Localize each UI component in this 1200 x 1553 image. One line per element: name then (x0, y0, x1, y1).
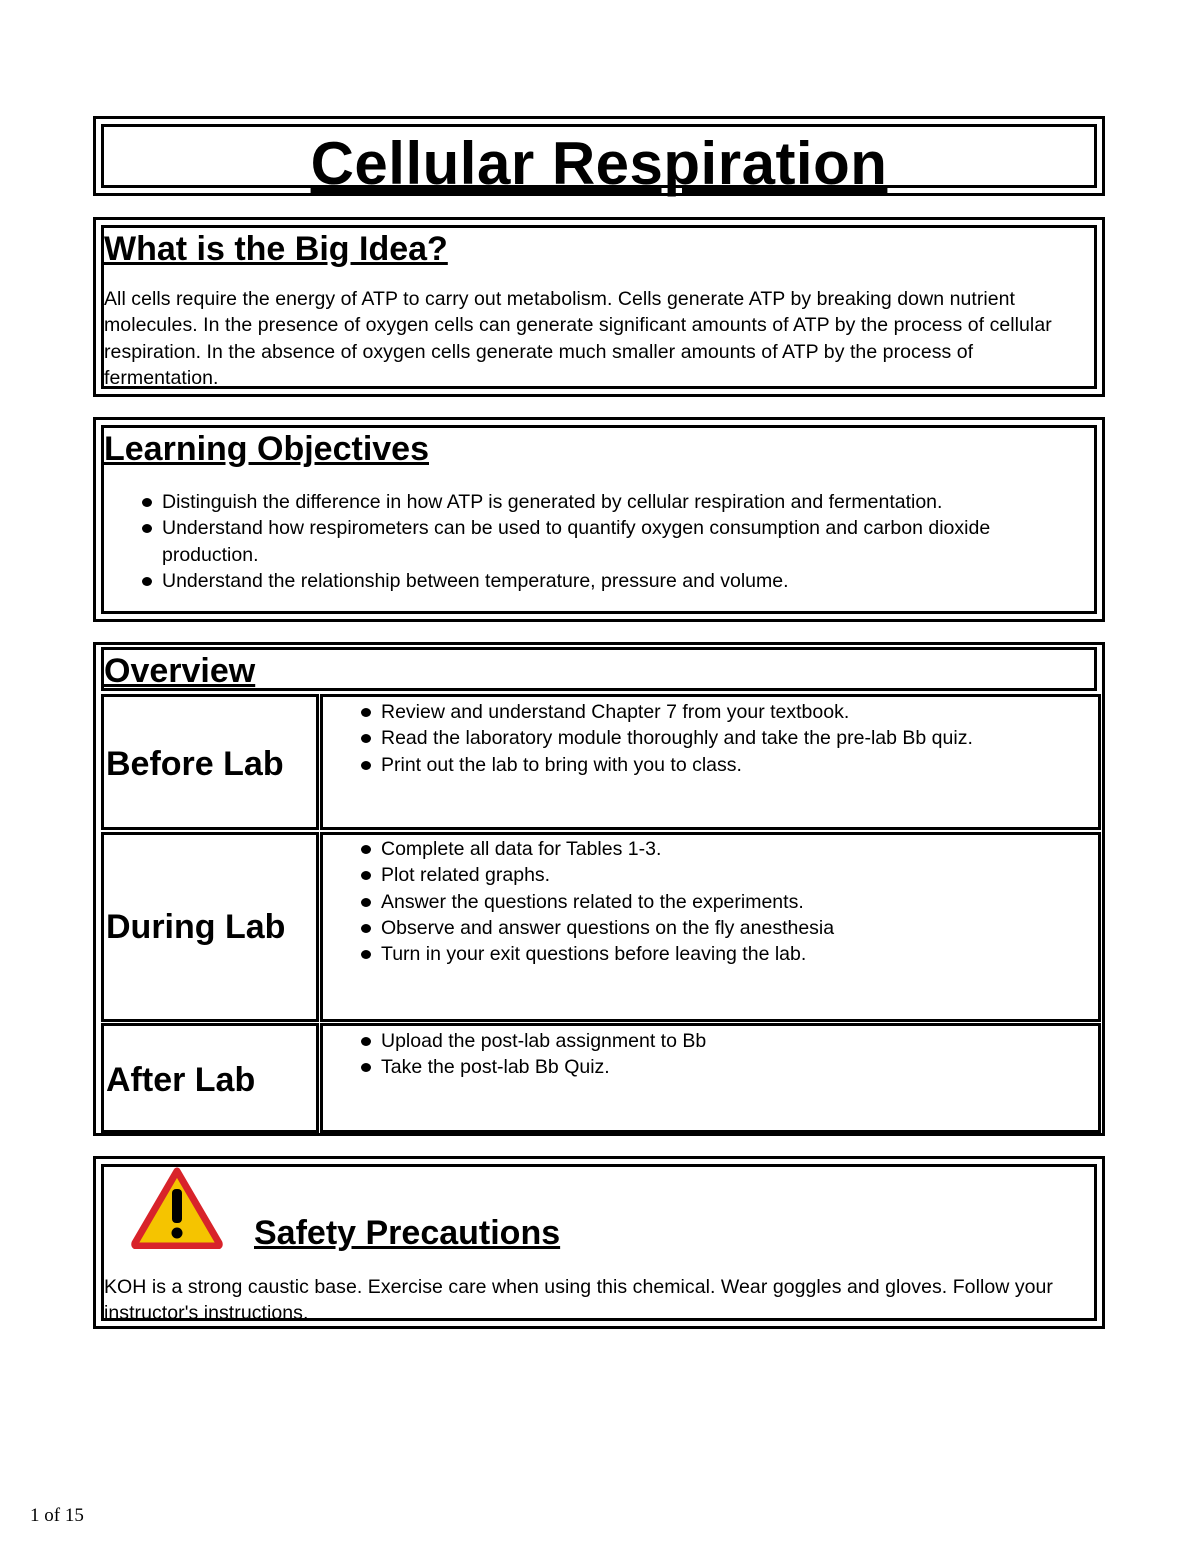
during-lab-label: During Lab (106, 908, 286, 946)
safety-section (93, 1156, 1105, 1329)
list-item: Complete all data for Tables 1-3. (361, 836, 1088, 862)
list-item: Read the laboratory module thoroughly and take the pre-lab Bb quiz. (361, 725, 1088, 751)
list-item: Upload the post-lab assignment to Bb (361, 1028, 1088, 1054)
learning-objectives-heading: Learning Objectives (104, 430, 429, 468)
overview-heading: Overview (104, 652, 256, 690)
title-box (93, 116, 1105, 196)
during-lab-label-cell (101, 832, 319, 1022)
objective-item: Distinguish the difference in how ATP is generated by cellular respiration and fermentation. (142, 489, 1064, 515)
overview-section (93, 642, 1105, 1136)
warning-icon (131, 1167, 223, 1249)
warning-exclamation-dot (172, 1228, 183, 1239)
objective-item: Understand the relationship between temperature, pressure and volume. (142, 568, 1064, 594)
safety-text: KOH is a strong caustic base. Exercise care when using this chemical. Wear goggles and gloves. Follow your instructor's instructions. (104, 1276, 1053, 1325)
big-idea-section (93, 217, 1105, 397)
before-lab-label: Before Lab (106, 745, 284, 783)
after-lab-label-cell (101, 1023, 319, 1133)
list-item: Turn in your exit questions before leaving the lab. (361, 941, 1088, 967)
big-idea-inner (101, 225, 1097, 389)
warning-exclamation-bar (172, 1189, 182, 1223)
before-lab-items-cell (320, 694, 1101, 830)
page-title: Cellular Respiration (310, 130, 888, 197)
title-box-inner (101, 124, 1097, 197)
page-number: 1 of 15 (30, 1505, 84, 1526)
during-lab-list (361, 836, 1088, 967)
before-lab-list (361, 699, 1088, 778)
list-item: Observe and answer questions on the fly anesthesia (361, 915, 1088, 941)
after-lab-list (361, 1028, 1088, 1081)
after-lab-label: After Lab (106, 1061, 256, 1099)
list-item: Take the post-lab Bb Quiz. (361, 1054, 1088, 1080)
during-lab-items-cell (320, 832, 1101, 1022)
after-lab-items-cell (320, 1023, 1101, 1133)
learning-objectives-inner (101, 425, 1097, 614)
list-item: Plot related graphs. (361, 862, 1088, 888)
list-item: Print out the lab to bring with you to class. (361, 752, 1088, 778)
before-lab-label-cell (101, 694, 319, 830)
learning-objectives-section (93, 417, 1105, 622)
list-item: Answer the questions related to the experiments. (361, 889, 1088, 915)
list-item: Review and understand Chapter 7 from your textbook. (361, 699, 1088, 725)
learning-objectives-list (142, 489, 1064, 594)
big-idea-text: All cells require the energy of ATP to carry out metabolism. Cells generate ATP by breaking down nutrient molecules. In the presence of oxygen cells can generate significant amounts of ATP by the process of cellular respiration. In the absence of oxygen cells generate much smaller amounts of ATP by the process of fermentation. (104, 288, 1052, 389)
big-idea-heading: What is the Big Idea? (104, 230, 448, 268)
overview-heading-cell (101, 647, 1097, 691)
safety-heading: Safety Precautions (254, 1214, 561, 1252)
objective-item: Understand how respirometers can be used to quantify oxygen consumption and carbon dioxide production. (142, 515, 1064, 568)
safety-inner (101, 1164, 1097, 1325)
